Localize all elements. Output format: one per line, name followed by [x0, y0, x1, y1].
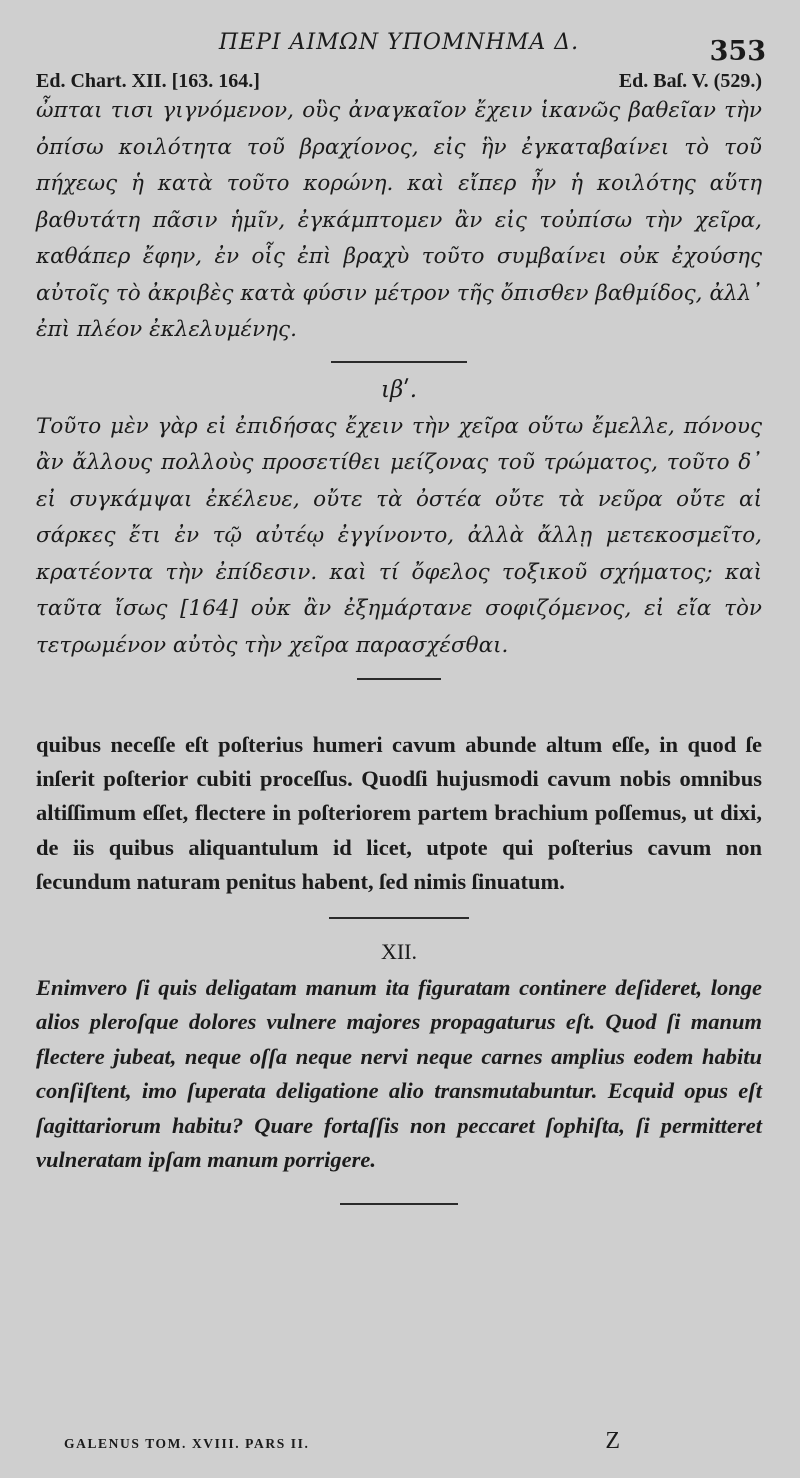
section-divider-rule	[340, 1203, 458, 1205]
greek-paragraph-1: ὦπται τισι γιγνόμενον, οὓς ἀναγκαῖον ἔχειν ἱκανῶς βαθεῖαν τὴν ὀπίσω κοιλότητα τοῦ βραχίονος, εἰς ἣν ἐγκαταβαίνει τὸ τοῦ πήχεως ἡ κατὰ τοῦτο κορώνη. καὶ εἴπερ ἦν ἡ κοιλότης αὕτη βαθυτάτη πᾶσιν ἡμῖν, ἐγκάμπτομεν ἂν εἰς τοὐπίσω τὴν χεῖρα, καθάπερ ἔφην, ἐν οἷς ἐπὶ βραχὺ τοῦτο συμβαίνει οὐκ ἐχούσης αὐτοῖς τὸ ἀκριβὲς κατὰ φύσιν μέτρον τῆς ὄπισθεν βαθμίδος, ἀλλ᾽ ἐπὶ πλέον ἐκλελυμένης.	[36, 98, 762, 342]
page-number: 353	[709, 36, 766, 67]
running-title: ΠΕΡΙ ΑΙΜΩΝ ΥΠΟΜΝΗΜΑ Δ.	[218, 30, 580, 55]
footer-volume-text: GALENUS TOM. XVIII. PARS II.	[64, 1436, 310, 1451]
edition-reference-left: Ed. Chart. XII. [163. 164.]	[36, 70, 260, 92]
greek-section-number: ιβʹ.	[380, 376, 418, 403]
latin-paragraph-1: quibus neceſſe eſt poſterius humeri cavum abunde altum eſſe, in quod ſe inſerit poſterior cubiti proceſſus. Quodſi hujusmodi cavum nobis omnibus altiſſimum eſſet, flectere in poſteriorem partem brachium poſſemus, ut dixi, de iis quibus aliquantulum id licet, utpote qui poſterius cavum non ſecundum naturam penitus habent, ſed nimis ſinuatum.	[36, 732, 762, 894]
edition-reference-line	[36, 70, 762, 93]
greek-paragraph-2: Τοῦτο μὲν γὰρ εἰ ἐπιδήσας ἔχειν τὴν χεῖρα οὕτω ἔμελλε, πόνους ἂν ἄλλους πολλοὺς προσετίθει μείζονας τοῦ τρώματος, τοῦτο δ᾽ εἰ συγκάμψαι ἐκέλευε, οὔτε τὰ ὀστέα οὔτε τὰ νεῦρα οὔτε αἱ σάρκες ἔτι ἐν τῷ αὐτέῳ ἐγγίνοντο, ἀλλὰ ἄλλῃ μετεκοσμεῖτο, κρατέοντα τὴν ἐπίδεσιν. καὶ τί ὄφελος τοξικοῦ σχήματος; καὶ ταῦτα ἴσως [164] οὐκ ἂν ἐξημάρτανε σοφιζόμενος, εἰ εἴα τὸν τετρωμένον αὐτὸς τὴν χεῖρα παρασχέσθαι.	[36, 413, 762, 658]
page-footer	[64, 1428, 620, 1455]
signature-mark: Z	[605, 1428, 620, 1454]
running-head	[36, 0, 766, 67]
latin-paragraph-2: Enimvero ſi quis deligatam manum ita figuratam continere deſideret, longe alios pleroſque dolores vulnere majores propagaturus eſt. Quod ſi manum flectere jubeat, neque oſſa neque nervi neque carnes amplius eodem habitu conſiſtent, imo ſuperata deligatione alio transmutabuntur. Ecquid opus eſt ſagittariorum habitu? Quare fortaſſis non peccaret ſophiſta, ſi permitteret vulneratam ipſam manum porrigere.	[36, 975, 762, 1173]
latin-section-number: XII.	[380, 939, 418, 965]
section-divider-rule	[329, 917, 469, 919]
edition-reference-right: Ed. Baſ. V. (529.)	[618, 70, 762, 92]
section-divider-rule	[331, 361, 467, 363]
spacer	[36, 680, 762, 728]
